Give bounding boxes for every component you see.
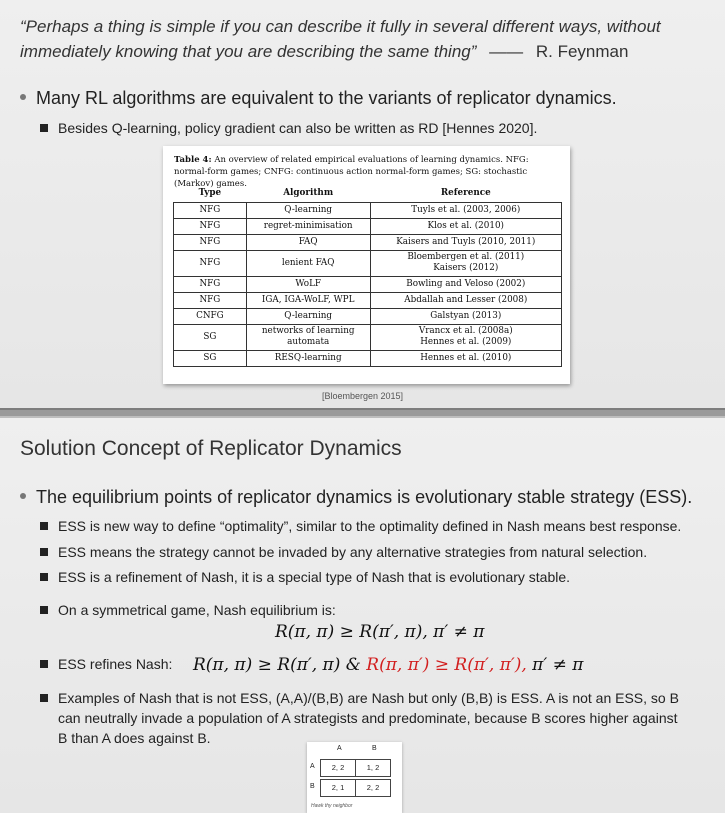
citation: [Bloembergen 2015] [321, 391, 404, 401]
bullet-rl-equivalence [20, 88, 617, 109]
cell-reference: Klos et al. (2010) [370, 218, 561, 234]
cell-algorithm: FAQ [246, 234, 370, 250]
payoff-cell: 2, 2 [355, 779, 391, 797]
bullet-square-icon [40, 660, 48, 668]
cell-type: NFG [174, 250, 247, 276]
bullet-square-icon [40, 573, 48, 581]
formula-highlight: R(π, π′) ≥ R(π′, π′), [366, 655, 527, 675]
cell-algorithm: WoLF [246, 276, 370, 292]
quote-text: “Perhaps a thing is simple if you can describe it fully in several different ways, without immediately knowing that you are describing the same thing” [20, 17, 661, 61]
cell-reference: Kaisers and Tuyls (2010, 2011) [370, 234, 561, 250]
col-header: B [372, 745, 377, 752]
cell-reference [370, 324, 561, 350]
cell-reference: Galstyan (2013) [370, 308, 561, 324]
cell-algorithm: Q-learning [246, 308, 370, 324]
payoff-cell: 1, 2 [355, 759, 391, 777]
bullet-text: ESS refines Nash: [58, 656, 173, 672]
bullet-text: Many RL algorithms are equivalent to the variants of replicator dynamics. [36, 88, 617, 108]
table-row [174, 202, 562, 218]
table-row [174, 276, 562, 292]
cell-reference: Tuyls et al. (2003, 2006) [370, 202, 561, 218]
table-row [174, 218, 562, 234]
cell-type: NFG [174, 202, 247, 218]
cell-type: CNFG [174, 308, 247, 324]
header-algorithm: Algorithm [246, 184, 370, 202]
payoff-matrix [307, 742, 402, 813]
bullet-text: Examples of Nash that is not ESS, (A,A)/(B,B) are Nash but only (B,B) is ESS. A is not an ESS, so B can neutrally invade a population of A strategists and predominate, because B scores higher against B than A does against B. [58, 690, 679, 746]
bullet-equilibrium-ess [20, 487, 692, 508]
cell-algorithm [246, 324, 370, 350]
table-header-row [174, 184, 562, 202]
bullet-dot-icon [20, 493, 26, 499]
formula-part: R(π, π) ≥ R(π′, π) & [193, 655, 367, 675]
cell-type: NFG [174, 276, 247, 292]
bullet-dot-icon [20, 94, 26, 100]
algorithm-line: automata [287, 337, 330, 347]
page-title: Solution Concept of Replicator Dynamics [20, 437, 402, 460]
bullet-ess-invasion [40, 542, 647, 562]
bullet-text: ESS is a refinement of Nash, it is a special type of Nash that is evolutionary stable. [58, 569, 571, 585]
bullet-square-icon [40, 522, 48, 530]
learning-dynamics-table [173, 184, 562, 367]
cell-reference: Bowling and Veloso (2002) [370, 276, 561, 292]
quote-author: R. Feynman [535, 42, 629, 61]
payoff-cell: 2, 2 [320, 759, 356, 777]
bullet-text: ESS is new way to define “optimality”, similar to the optimality defined in Nash means best response. [58, 518, 682, 534]
cell-type: SG [174, 350, 247, 366]
bullet-text: Besides Q-learning, policy gradient can also be written as RD [Hennes 2020]. [58, 120, 538, 136]
bullet-text: ESS means the strategy cannot be invaded by any alternative strategies from natural selection. [58, 544, 648, 560]
col-header: A [337, 745, 342, 752]
bullet-ess-optimality [40, 516, 681, 536]
bullet-ess-refinement [40, 567, 570, 587]
reference-line: Kaisers (2012) [433, 263, 499, 273]
reference-line: Bloembergen et al. (2011) [407, 252, 525, 262]
bullet-policy-gradient [40, 118, 537, 138]
bullet-text: The equilibrium points of replicator dynamics is evolutionary stable strategy (ESS). [36, 487, 693, 507]
cell-reference: Hennes et al. (2010) [370, 350, 561, 366]
row-header: B [310, 783, 315, 790]
cell-algorithm: regret-minimisation [246, 218, 370, 234]
cell-type: NFG [174, 292, 247, 308]
cell-reference [370, 250, 561, 276]
reference-line: Vrancx et al. (2008a) [418, 326, 513, 336]
cell-type: SG [174, 324, 247, 350]
table-row [174, 234, 562, 250]
bullet-examples [40, 688, 690, 748]
table-row [174, 292, 562, 308]
row-header: A [310, 763, 315, 770]
bullet-text: On a symmetrical game, Nash equilibrium is: [58, 602, 336, 618]
cell-reference: Abdallah and Lesser (2008) [370, 292, 561, 308]
bullet-square-icon [40, 124, 48, 132]
bullet-ess-refines [40, 654, 172, 674]
formula-part: π′ ≠ π [526, 655, 584, 675]
quote-dash: —— [489, 42, 524, 61]
cell-algorithm: IGA, IGA-WoLF, WPL [246, 292, 370, 308]
bullet-square-icon [40, 606, 48, 614]
header-reference: Reference [370, 184, 561, 202]
payoff-cell: 2, 1 [320, 779, 356, 797]
cell-algorithm: Q-learning [246, 202, 370, 218]
bullet-square-icon [40, 694, 48, 702]
cell-type: NFG [174, 218, 247, 234]
cell-algorithm: RESQ-learning [246, 350, 370, 366]
feynman-quote [20, 14, 710, 64]
cell-algorithm: lenient FAQ [246, 250, 370, 276]
table-row [174, 324, 562, 350]
table-row [174, 308, 562, 324]
table-row [174, 350, 562, 366]
reference-line: Hennes et al. (2009) [420, 337, 512, 347]
cell-type: NFG [174, 234, 247, 250]
formula-ess [193, 655, 583, 675]
matrix-footer: Hawk thy neighbor [311, 803, 353, 809]
caption-label: Table 4: [174, 155, 212, 165]
algorithm-line: networks of learning [261, 326, 355, 336]
bullet-square-icon [40, 548, 48, 556]
slide-divider [0, 408, 725, 418]
formula-nash: R(π, π) ≥ R(π′, π), π′ ≠ π [275, 622, 485, 642]
paper-table-excerpt [163, 146, 570, 384]
bullet-symmetric-nash [40, 600, 336, 620]
header-type: Type [174, 184, 247, 202]
caption-text: An overview of related empirical evaluations of learning dynamics. NFG: normal-form games; CNFG: continuous action normal-form games; SG: stochastic (Markov) games. [174, 155, 529, 189]
table-row [174, 250, 562, 276]
